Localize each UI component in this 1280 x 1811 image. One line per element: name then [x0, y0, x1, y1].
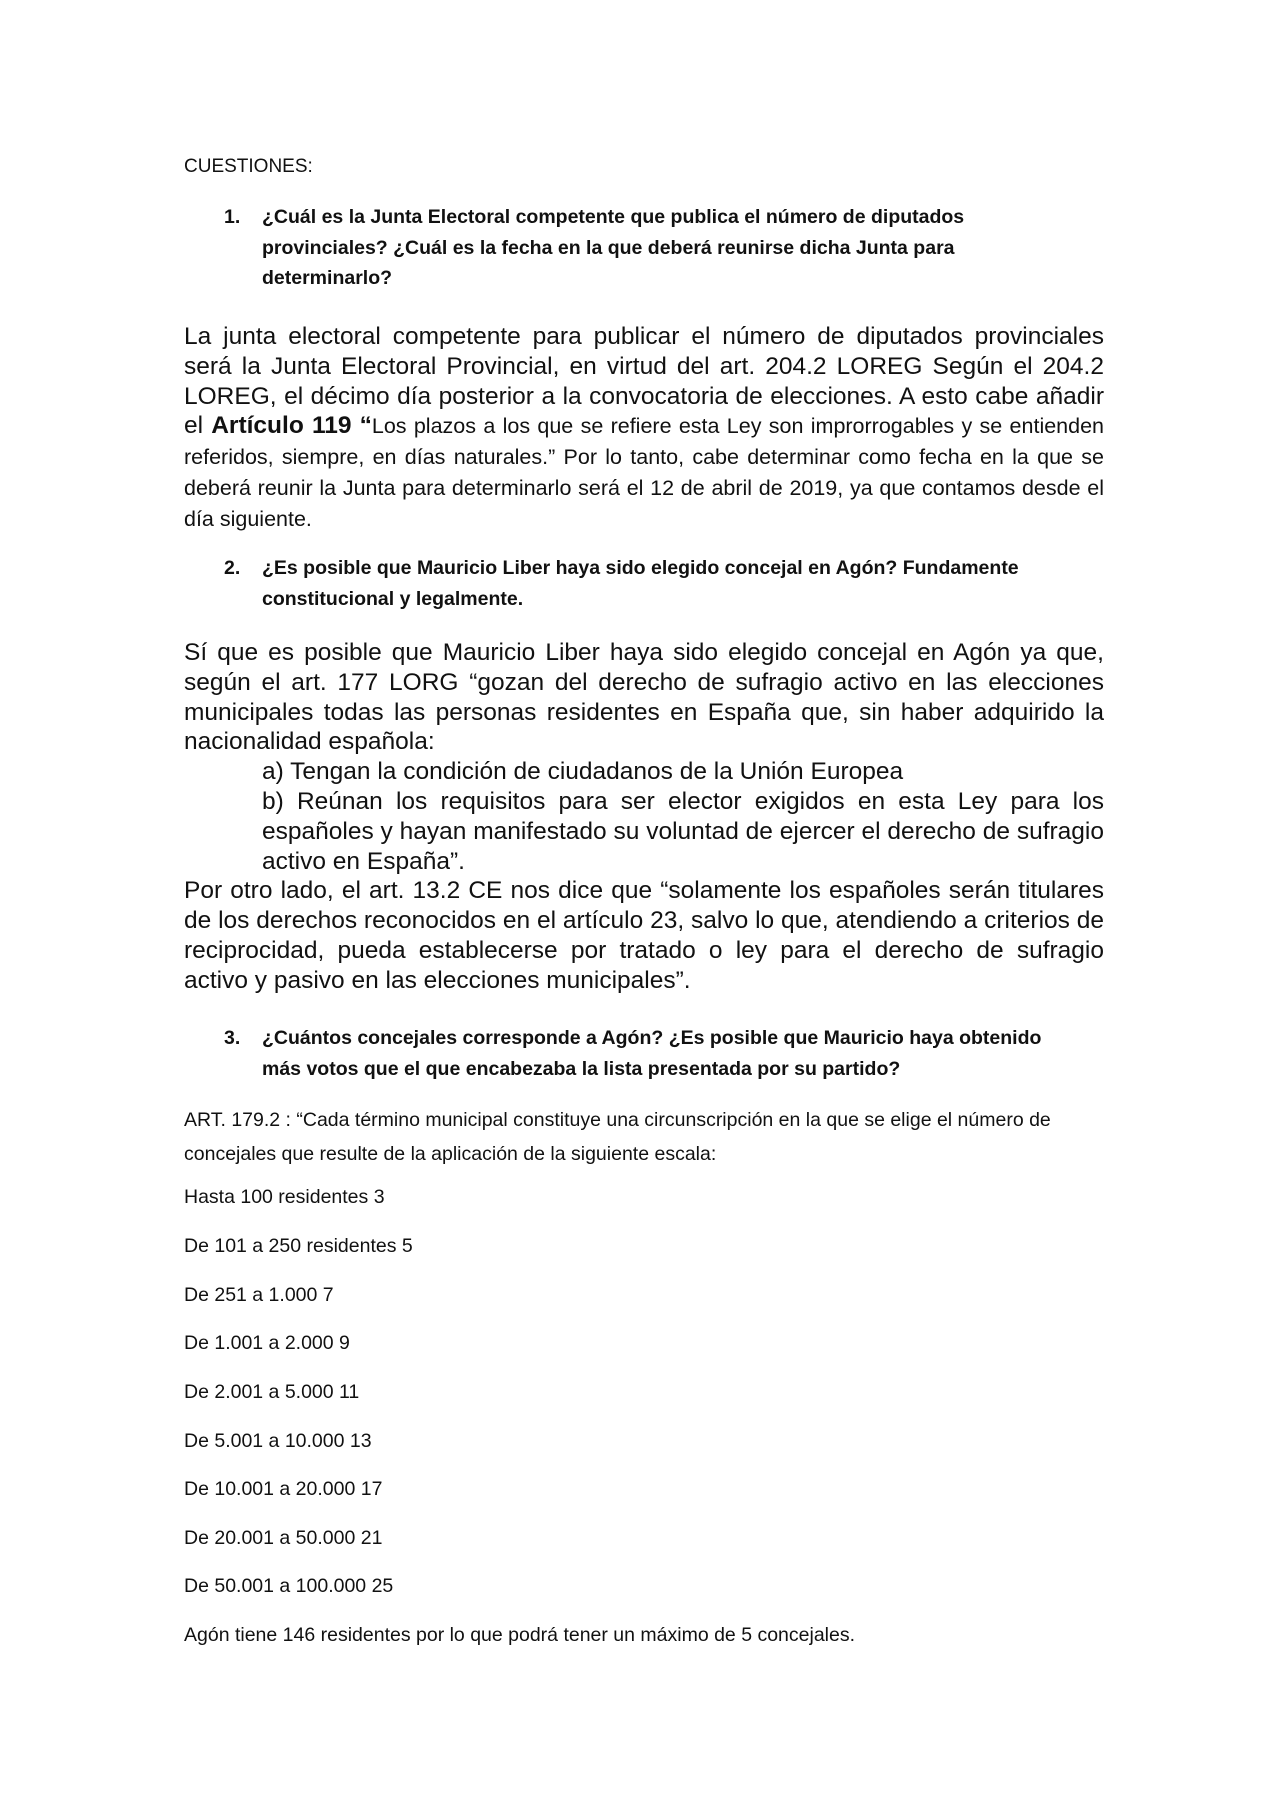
question-1: [184, 202, 1064, 294]
answer-1: [184, 322, 1104, 535]
question-text: ¿Cuántos concejales corresponde a Agón? ¿Es posible que Mauricio haya obtenido más votos que el que encabezaba la lista presentada por su partido?: [262, 1027, 1042, 1080]
conclusion: Agón tiene 146 residentes por lo que podrá tener un máximo de 5 concejales.: [184, 1624, 856, 1646]
list-item-b: b) Reúnan los requisitos para ser elector exigidos en esta Ley para los españoles y hayan manifestado su voluntad de ejercer el derecho de sufragio activo en España”.: [262, 787, 1104, 875]
scale-row: De 10.001 a 20.000 17: [184, 1478, 383, 1500]
quoted-article-text: Los plazos a los que se refiere esta Ley son improrrogables y se entienden referidos, siempre, en días naturales.” Por lo tanto, cabe determinar como fecha en la que se deberá reunir la Junta para determinarlo será el 12 de abril de 2019, ya que contamos desde el día siguiente.: [184, 414, 1105, 531]
scale-row: De 251 a 1.000 7: [184, 1284, 334, 1306]
answer-text: La junta electoral competente para publicar el número de diputados provinciales será la Junta Electoral Provincial, en virtud del art. 204.2 LOREG Según el 204.2 LOREG, el décimo día posterior a la convocatoria de elecciones. A esto cabe añadir el: [184, 323, 1104, 440]
answer-2: [184, 638, 1104, 996]
answer-paragraph: Sí que es posible que Mauricio Liber haya sido elegido concejal en Agón ya que, según el art. 177 LORG “gozan del derecho de sufragio activo en las elecciones municipales todas las personas residentes en España que, sin haber adquirido la nacionalidad española:: [184, 639, 1104, 756]
answer-paragraph: [184, 322, 1104, 535]
scale-row: De 20.001 a 50.000 21: [184, 1527, 383, 1549]
question-number: 2.: [224, 557, 241, 579]
answer-paragraph: Por otro lado, el art. 13.2 CE nos dice que “solamente los españoles serán titulares de los derechos reconocidos en el artículo 23, salvo lo que, atendiendo a criterios de reciprocidad, pueda establecerse por tratado o ley para el derecho de sufragio activo y pasivo en las elecciones municipales”.: [184, 877, 1104, 994]
section-heading: CUESTIONES:: [184, 156, 313, 177]
article-label: Artículo 119: [211, 412, 352, 440]
quote-mark: “: [359, 412, 372, 440]
list-item-a: a) Tengan la condición de ciudadanos de la Unión Europea: [262, 758, 904, 786]
scale-row: De 101 a 250 residentes 5: [184, 1235, 413, 1257]
question-2: [184, 553, 1064, 614]
question-text: ¿Cuál es la Junta Electoral competente que publica el número de diputados provinciales? ¿Cuál es la fecha en la que deberá reunirse dicha Junta para determinarlo?: [262, 206, 965, 289]
scale-row: Hasta 100 residentes 3: [184, 1186, 385, 1208]
scale-row: De 5.001 a 10.000 13: [184, 1430, 372, 1452]
scale-row: De 1.001 a 2.000 9: [184, 1332, 350, 1354]
scale-row: De 2.001 a 5.000 11: [184, 1381, 360, 1403]
question-3: [184, 1023, 1064, 1084]
article-citation: ART. 179.2 : “Cada término municipal constituye una circunscripción en la que se elige el número de concejales que resulte de la aplicación de la siguiente escala:: [184, 1109, 1051, 1165]
scale-row: De 50.001 a 100.000 25: [184, 1575, 394, 1597]
answer-3-intro: [184, 1103, 1084, 1171]
question-number: 1.: [224, 206, 241, 228]
question-number: 3.: [224, 1027, 241, 1049]
question-text: ¿Es posible que Mauricio Liber haya sido elegido concejal en Agón? Fundamente constitucional y legalmente.: [262, 557, 1019, 610]
